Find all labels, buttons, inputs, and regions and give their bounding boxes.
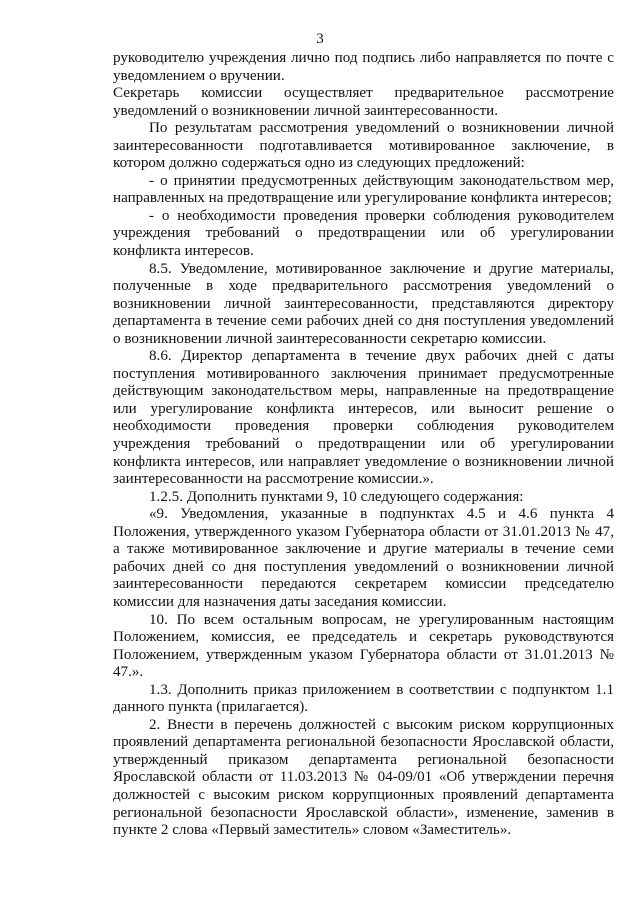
paragraph-continuation: руководителю учреждения лично под подпись либо направляется по почте с уведомлением о вручении.: [113, 50, 614, 84]
paragraph-proposal-1: - о принятии предусмотренных действующим законодательством мер, направленных на предотвращение или урегулирование конфликта интересов;: [113, 172, 614, 207]
paragraph-results: По результатам рассмотрения уведомлений о возникновении личной заинтересованности подготавливается мотивированное заключение, в котором должно содержаться одно из следующих предложений:: [113, 120, 614, 172]
paragraph-8-6: 8.6. Директор департамента в течение двух рабочих дней с даты поступления мотивированного заключения принимает предусмотренные действующим законодательством меры, направленные на предотвращение или урегулирование конфликта интересов, или выносит решение о необходимости проведения проверки соблюдения руководителем учреждения требований о предотвращении или об урегулировании конфликта интересов, или направляет уведомление о возникновении личной заинтересованности на рассмотрение комиссии.».: [113, 348, 614, 488]
paragraph-proposal-2: - о необходимости проведения проверки соблюдения руководителем учреждения требований о предотвращении или об урегулировании конфликта интересов.: [113, 207, 614, 260]
paragraph-10: 10. По всем остальным вопросам, не урегулированным настоящим Положением, комиссия, ее председатель и секретарь руководствуются Положением, утвержденным указом Губернатора области от 31.01.2013 № 47.».: [113, 611, 614, 681]
paragraph-2: 2. Внести в перечень должностей с высоким риском коррупционных проявлений департамента региональной безопасности Ярославской области, утвержденный приказом департамента региональной безопасности Ярославской области от 11.03.2013 № 04-09/01 «Об утверждении перечня должностей с высоким риском коррупционных проявлений департамента региональной безопасности Ярославской области», изменение, заменив в пункте 2 слова «Первый заместитель» словом «Заместитель».: [113, 716, 614, 839]
page-number: 3: [316, 31, 324, 47]
paragraph-1-2-5: 1.2.5. Дополнить пунктами 9, 10 следующего содержания:: [149, 488, 524, 505]
paragraph-secretary: Секретарь комиссии осуществляет предварительное рассмотрение уведомлений о возникновении личной заинтересованности.: [113, 85, 614, 119]
paragraph-1-3: 1.3. Дополнить приказ приложением в соответствии с подпунктом 1.1 данного пункта (прилагается).: [113, 681, 614, 716]
paragraph-9: «9. Уведомления, указанные в подпунктах 4.5 и 4.6 пункта 4 Положения, утвержденного указом Губернатора области от 31.01.2013 № 47, а также мотивированное заключение и другие материалы в течение семи рабочих дней со дня поступления уведомлений о возникновении личной заинтересованности передаются секретарем комиссии председателю комиссии для назначения даты заседания комиссии.: [113, 506, 614, 610]
document-body: [113, 50, 614, 840]
paragraph-8-5: 8.5. Уведомление, мотивированное заключение и другие материалы, полученные в ходе предварительного рассмотрения уведомлений о возникновении личной заинтересованности, представляются директору департамента в течение семи рабочих дней со дня поступления уведомлений о возникновении личной заинтересованности секретарю комиссии.: [113, 260, 614, 347]
